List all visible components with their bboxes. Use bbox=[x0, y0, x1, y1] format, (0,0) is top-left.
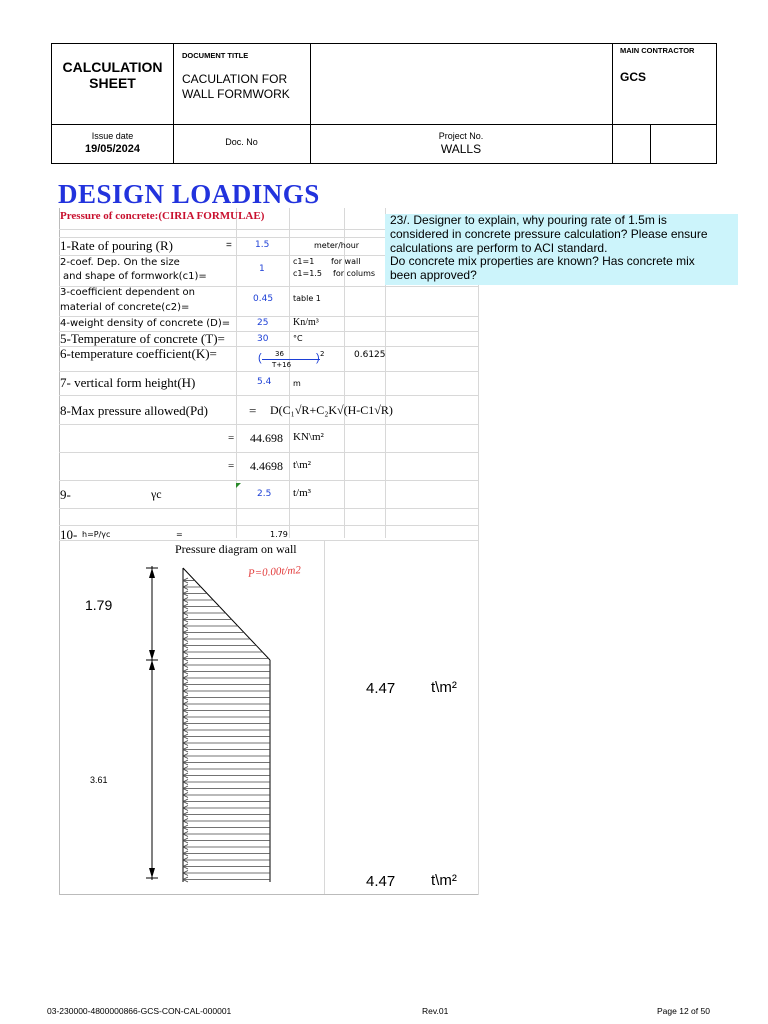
row8b-eq: = bbox=[228, 432, 235, 444]
doc-title: CACULATION FOR WALL FORMWORK bbox=[182, 72, 290, 101]
row6-exp: 2 bbox=[320, 350, 325, 358]
row7-label: 7- vertical form height(H) bbox=[60, 375, 196, 390]
row2-note-b1: c1=1.5 bbox=[293, 269, 322, 278]
row9-label: 9- bbox=[60, 487, 71, 502]
row6-value: 0.6125 bbox=[354, 350, 386, 360]
row4-unit: Kn/m³ bbox=[293, 317, 319, 328]
row3-label-a: 3-coefficient dependent on bbox=[60, 287, 196, 298]
bracket-right-icon: ) bbox=[316, 352, 320, 364]
pressure-mid-unit: t\m² bbox=[431, 679, 457, 696]
row9-symbol: γc bbox=[151, 487, 162, 501]
cell-marker bbox=[236, 483, 241, 488]
row6-num: 36 bbox=[275, 350, 284, 358]
row9-value: 2.5 bbox=[257, 489, 272, 499]
handwritten-note: P=0.00t/m2 bbox=[247, 564, 302, 580]
diagram-title: Pressure diagram on wall bbox=[175, 542, 297, 556]
dim-top-label: 1.79 bbox=[85, 597, 113, 613]
pressure-arrows bbox=[183, 578, 270, 882]
row2-label-b: and shape of formwork(c1)= bbox=[63, 271, 207, 282]
row7-unit: m bbox=[293, 379, 301, 388]
row10-formula: h=P/γc bbox=[82, 530, 111, 539]
comment-line-5: been approved? bbox=[390, 268, 477, 283]
issue-date: 19/05/2024 bbox=[84, 143, 141, 155]
row5-label: 5-Temperature of concrete (T)= bbox=[60, 331, 225, 346]
row8b-value: 44.698 bbox=[250, 431, 283, 445]
row4-value: 25 bbox=[257, 318, 269, 328]
main-contractor-label: MAIN CONTRACTOR bbox=[620, 46, 695, 55]
row2-value: 1 bbox=[259, 264, 265, 274]
row5-unit: °C bbox=[293, 334, 303, 343]
pressure-diagram bbox=[140, 560, 290, 890]
bracket-left-icon: ( bbox=[258, 352, 262, 364]
section-title: DESIGN LOADINGS bbox=[58, 179, 320, 209]
issue-date-label: Issue date bbox=[91, 131, 134, 141]
row2-label-a: 2-coef. Dep. On the size bbox=[60, 257, 180, 268]
row7-value: 5.4 bbox=[257, 377, 272, 387]
fraction-bar bbox=[262, 359, 320, 360]
comment-line-1: 23/. Designer to explain, why pouring rate of 1.5m is bbox=[390, 213, 667, 227]
pressure-bottom-value: 4.47 bbox=[366, 873, 396, 890]
row6-label: 6-temperature coefficient(K)= bbox=[60, 346, 217, 361]
project-no: WALLS bbox=[440, 142, 482, 156]
row3-unit: table 1 bbox=[293, 294, 321, 303]
project-no-label: Project No. bbox=[438, 131, 484, 141]
dim-bottom-label: 3.61 bbox=[90, 775, 108, 785]
row1-value: 1.5 bbox=[255, 240, 270, 250]
row10-eq: = bbox=[176, 530, 183, 539]
row10-value: 1.79 bbox=[270, 530, 288, 539]
row8-eq: = bbox=[249, 403, 257, 418]
review-comment bbox=[385, 214, 738, 285]
row2-note-b2: for colums bbox=[333, 269, 376, 278]
row5-value: 30 bbox=[257, 334, 269, 344]
footer-revision: Rev.01 bbox=[422, 1006, 449, 1016]
row2-note-a1: c1=1 bbox=[293, 257, 315, 266]
row4-label: 4-weight density of concrete (D)= bbox=[60, 318, 231, 329]
row8c-unit: t\m² bbox=[293, 459, 311, 471]
row1-unit: meter/hour bbox=[314, 241, 360, 250]
row8-formula: D(C₁√R+C₂K√(H-C1√R) bbox=[270, 403, 393, 417]
subtitle: Pressure of concrete:(CIRIA FORMULAE) bbox=[60, 210, 265, 222]
footer-page: Page 12 of 50 bbox=[657, 1006, 710, 1016]
row1-eq: = bbox=[226, 240, 232, 251]
sheet-title: CALCULATION SHEET bbox=[62, 59, 163, 91]
main-contractor: GCS bbox=[620, 70, 647, 84]
row3-value: 0.45 bbox=[253, 294, 274, 304]
pressure-mid-value: 4.47 bbox=[366, 680, 396, 697]
comment-line-2: considered in concrete pressure calculation? Please ensure bbox=[390, 226, 708, 241]
comment-line-4: Do concrete mix properties are known? Has concrete mix bbox=[390, 254, 695, 269]
row1-label: 1-Rate of pouring (R) bbox=[60, 238, 174, 253]
doc-title-label: DOCUMENT TITLE bbox=[182, 51, 249, 60]
header-table bbox=[51, 43, 717, 164]
row8c-value: 4.4698 bbox=[250, 459, 283, 473]
row6-den: T+16 bbox=[272, 361, 292, 369]
row8-label: 8-Max pressure allowed(Pd) bbox=[60, 403, 209, 418]
footer-doc-code: 03-230000-4800000866-GCS-CON-CAL-000001 bbox=[47, 1006, 232, 1016]
row2-note-a2: for wall bbox=[331, 257, 361, 266]
row10-label: 10- bbox=[60, 527, 78, 542]
doc-no-label: Doc. No bbox=[225, 137, 258, 147]
pressure-bottom-unit: t\m² bbox=[431, 872, 457, 889]
row8c-eq: = bbox=[228, 460, 235, 472]
row9-unit: t/m³ bbox=[293, 487, 311, 499]
row3-label-b: material of concrete(c2)= bbox=[60, 302, 190, 313]
comment-line-3: calculations are perform to ACI standard. bbox=[390, 240, 608, 255]
row8b-unit: KN\m² bbox=[293, 431, 324, 443]
